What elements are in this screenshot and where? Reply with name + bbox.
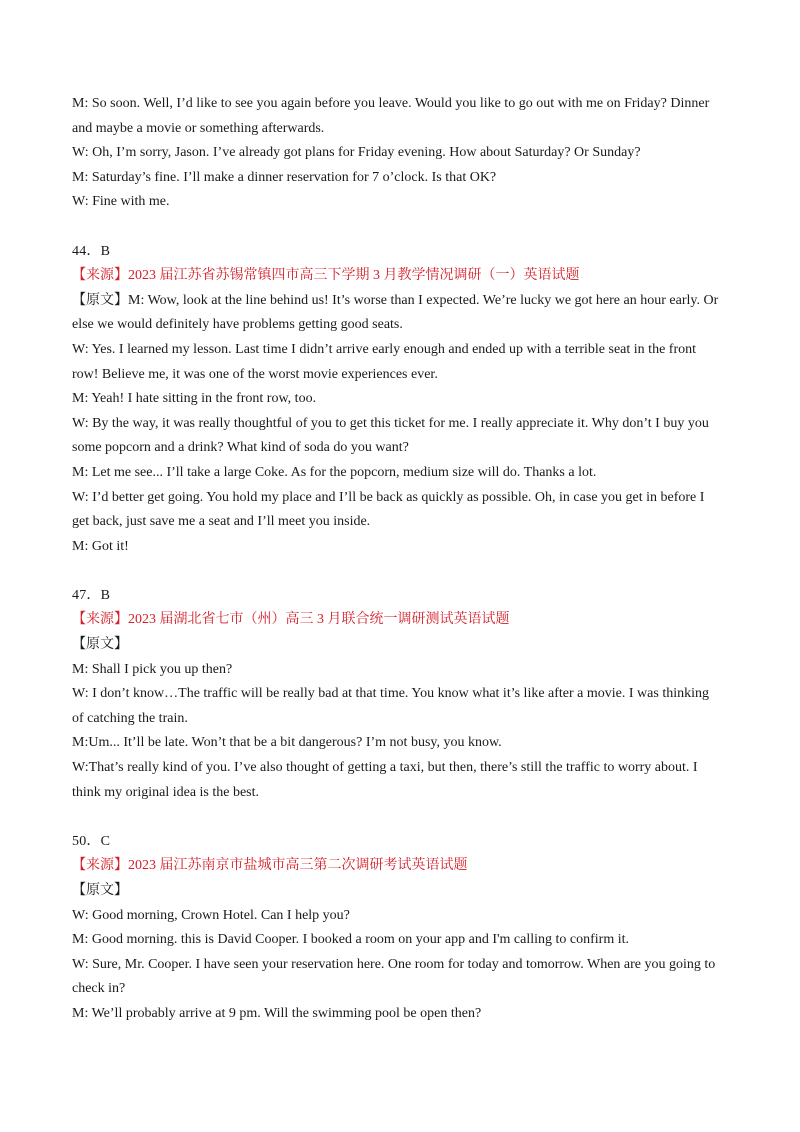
- text-line: W: Good morning, Crown Hotel. Can I help you?: [72, 907, 350, 923]
- answer-label: 44．B: [72, 243, 111, 259]
- answer-label: 50．C: [72, 833, 111, 849]
- text-line: W: Oh, I’m sorry, Jason. I’ve already got plans for Friday evening. How about Saturday? Or Sunday?: [72, 145, 641, 161]
- text-line: and maybe a movie or something afterwards.: [72, 120, 325, 136]
- text-line: 【原文】: [72, 883, 128, 898]
- document-body: [72, 92, 732, 1027]
- source-line: 【来源】2023 届江苏省苏锡常镇四市高三下学期 3 月教学情况调研（一）英语试题: [72, 268, 580, 284]
- answer-label: 47．B: [72, 587, 111, 603]
- text-line: of catching the train.: [72, 710, 188, 726]
- text-line: else we would definitely have problems getting good seats.: [72, 317, 403, 333]
- text-line: check in?: [72, 981, 126, 997]
- source-line: 【来源】2023 届江苏南京市盐城市高三第二次调研考试英语试题: [72, 858, 468, 874]
- text-line: M: Let me see... I’ll take a large Coke. As for the popcorn, medium size will do. Thanks a lot.: [72, 464, 597, 480]
- text-line: 【原文】M: Wow, look at the line behind us! It’s worse than I expected. We’re lucky we got here an hour early. Or: [72, 292, 719, 308]
- text-line: W: Sure, Mr. Cooper. I have seen your reservation here. One room for today and tomorrow. When are you going to: [72, 956, 716, 972]
- text-line: row! Believe me, it was one of the worst movie experiences ever.: [72, 366, 438, 382]
- text-line: W: Yes. I learned my lesson. Last time I didn’t arrive early enough and ended up with a terrible seat in the front: [72, 341, 696, 357]
- text-line: W:That’s really kind of you. I’ve also thought of getting a taxi, but then, there’s still the traffic to worry about. I: [72, 760, 698, 776]
- question-block: [72, 584, 732, 805]
- text-line: W: Fine with me.: [72, 194, 170, 210]
- text-line: M: Shall I pick you up then?: [72, 661, 233, 677]
- text-line: W: I don’t know…The traffic will be really bad at that time. You know what it’s like after a movie. I was thinking: [72, 686, 709, 702]
- question-block: [72, 830, 732, 1027]
- text-line: M: Yeah! I hate sitting in the front row, too.: [72, 391, 317, 407]
- text-line: get back, just save me a seat and I’ll meet you inside.: [72, 514, 371, 530]
- text-line: M: So soon. Well, I’d like to see you again before you leave. Would you like to go out with me on Friday? Dinner: [72, 96, 710, 111]
- text-line: some popcorn and a drink? What kind of soda do you want?: [72, 440, 409, 456]
- text-line: W: I’d better get going. You hold my place and I’ll be back as quickly as possible. Oh, in case you get in before I: [72, 489, 705, 505]
- text-line: M: We’ll probably arrive at 9 pm. Will the swimming pool be open then?: [72, 1005, 482, 1021]
- dialog-block: [72, 92, 732, 215]
- text-line: M: Got it!: [72, 538, 129, 554]
- text-line: M:Um... It’ll be late. Won’t that be a bit dangerous? I’m not busy, you know.: [72, 735, 502, 751]
- text-line: M: Saturday’s fine. I’ll make a dinner reservation for 7 o’clock. Is that OK?: [72, 169, 497, 185]
- question-block: [72, 240, 732, 560]
- text-line: M: Good morning. this is David Cooper. I booked a room on your app and I'm calling to confirm it.: [72, 932, 629, 948]
- text-line: 【原文】: [72, 637, 128, 653]
- text-line: think my original idea is the best.: [72, 784, 260, 800]
- text-line: W: By the way, it was really thoughtful of you to get this ticket for me. I really appreciate it. Why don’t I buy you: [72, 415, 709, 431]
- source-line: 【来源】2023 届湖北省七市（州）高三 3 月联合统一调研测试英语试题: [72, 612, 510, 628]
